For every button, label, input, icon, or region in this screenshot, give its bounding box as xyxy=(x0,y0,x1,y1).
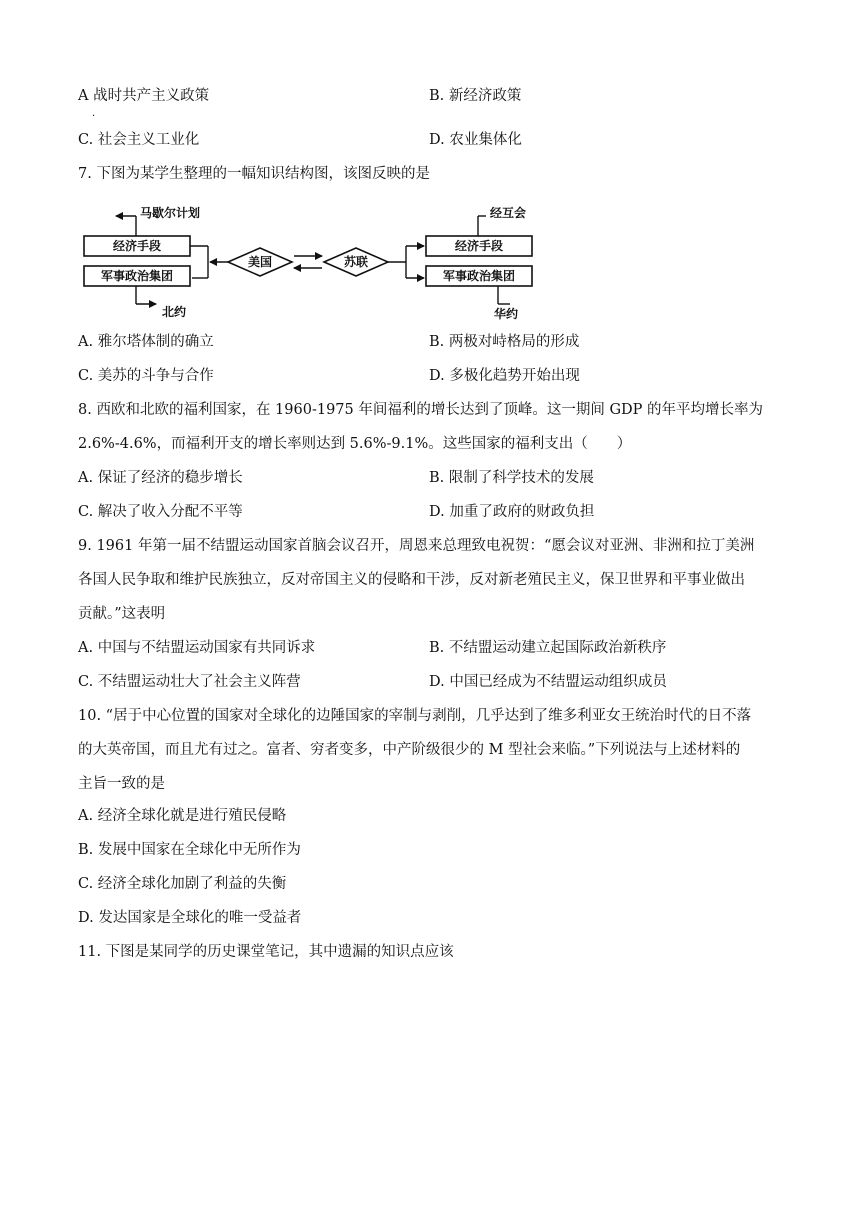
q9-option-b: B. 不结盟运动建立起国际政治新秩序 xyxy=(429,640,667,656)
q9-option-d: D. 中国已经成为不结盟运动组织成员 xyxy=(429,674,667,690)
q8-stem-line1: 8. 西欧和北欧的福利国家，在 1960-1975 年间福利的增长达到了顶峰。这一期间 GDP 的年平均增长率为 xyxy=(78,402,764,418)
q6-option-c: C. 社会主义工业化 xyxy=(78,132,200,148)
q10-stem-line3: 主旨一致的是 xyxy=(78,776,165,792)
q10-option-d: D. 发达国家是全球化的唯一受益者 xyxy=(78,910,302,926)
left-box-economic-label: 经济手段 xyxy=(112,239,162,253)
q7-option-c: C. 美苏的斗争与合作 xyxy=(78,368,214,384)
right-bottom-label: 华约 xyxy=(494,307,519,321)
left-top-label: 马歇尔计划 xyxy=(140,206,201,220)
q7-option-b: B. 两极对峙格局的形成 xyxy=(429,334,580,350)
q7-option-a: A. 雅尔塔体制的确立 xyxy=(78,334,214,350)
q7-stem: 7. 下图为某学生整理的一幅知识结构图，该图反映的是 xyxy=(78,166,430,182)
q8-option-d: D. 加重了政府的财政负担 xyxy=(429,504,595,520)
q10-stem-line2: 的大英帝国，而且尤有过之。富者、穷者变多，中产阶级很少的 M 型社会来临。”下列说法与上述材料的 xyxy=(78,742,741,758)
mark-dot: · xyxy=(92,111,96,122)
q10-option-c: C. 经济全球化加剧了利益的失衡 xyxy=(78,876,287,892)
q6-option-a: A 战时共产主义政策 xyxy=(78,88,210,104)
q10-stem-line1: 10. “居于中心位置的国家对全球化的边陲国家的宰制与剥削，几乎达到了维多利亚女王统治时代的日不落 xyxy=(78,708,752,724)
diamond-ussr-label: 苏联 xyxy=(343,255,369,269)
q11-stem: 11. 下图是某同学的历史课堂笔记，其中遗漏的知识点应该 xyxy=(78,944,454,960)
q8-option-a: A. 保证了经济的稳步增长 xyxy=(78,470,243,486)
q9-stem-line3: 贡献。”这表明 xyxy=(78,606,166,622)
diamond-usa-label: 美国 xyxy=(247,255,273,269)
q9-option-c: C. 不结盟运动壮大了社会主义阵营 xyxy=(78,674,301,690)
q8-stem-line2: 2.6%-4.6%，而福利开支的增长率则达到 5.6%-9.1%。这些国家的福利支出（ ） xyxy=(78,436,632,452)
right-box-military-label: 军事政治集团 xyxy=(442,269,516,283)
q8-option-c: C. 解决了收入分配不平等 xyxy=(78,504,243,520)
left-bottom-label: 北约 xyxy=(162,305,187,319)
left-box-military-label: 军事政治集团 xyxy=(100,269,174,283)
right-box-economic-label: 经济手段 xyxy=(454,239,504,253)
q9-stem-line1: 9. 1961 年第一届不结盟运动国家首脑会议召开，周恩来总理致电祝贺：“愿会议对亚洲、非洲和拉丁美洲 xyxy=(78,538,755,554)
q7-option-d: D. 多极化趋势开始出现 xyxy=(429,368,580,384)
knowledge-structure-diagram xyxy=(78,200,558,326)
q10-option-b: B. 发展中国家在全球化中无所作为 xyxy=(78,842,301,858)
right-top-label: 经互会 xyxy=(490,206,527,220)
q6-option-d: D. 农业集体化 xyxy=(429,132,522,148)
q9-stem-line2: 各国人民争取和维护民族独立，反对帝国主义的侵略和干涉，反对新老殖民主义，保卫世界和平事业做出 xyxy=(78,572,745,588)
q9-option-a: A. 中国与不结盟运动国家有共同诉求 xyxy=(78,640,316,656)
q8-option-b: B. 限制了科学技术的发展 xyxy=(429,470,594,486)
q6-option-b: B. 新经济政策 xyxy=(429,88,522,104)
q10-option-a: A. 经济全球化就是进行殖民侵略 xyxy=(78,808,287,824)
